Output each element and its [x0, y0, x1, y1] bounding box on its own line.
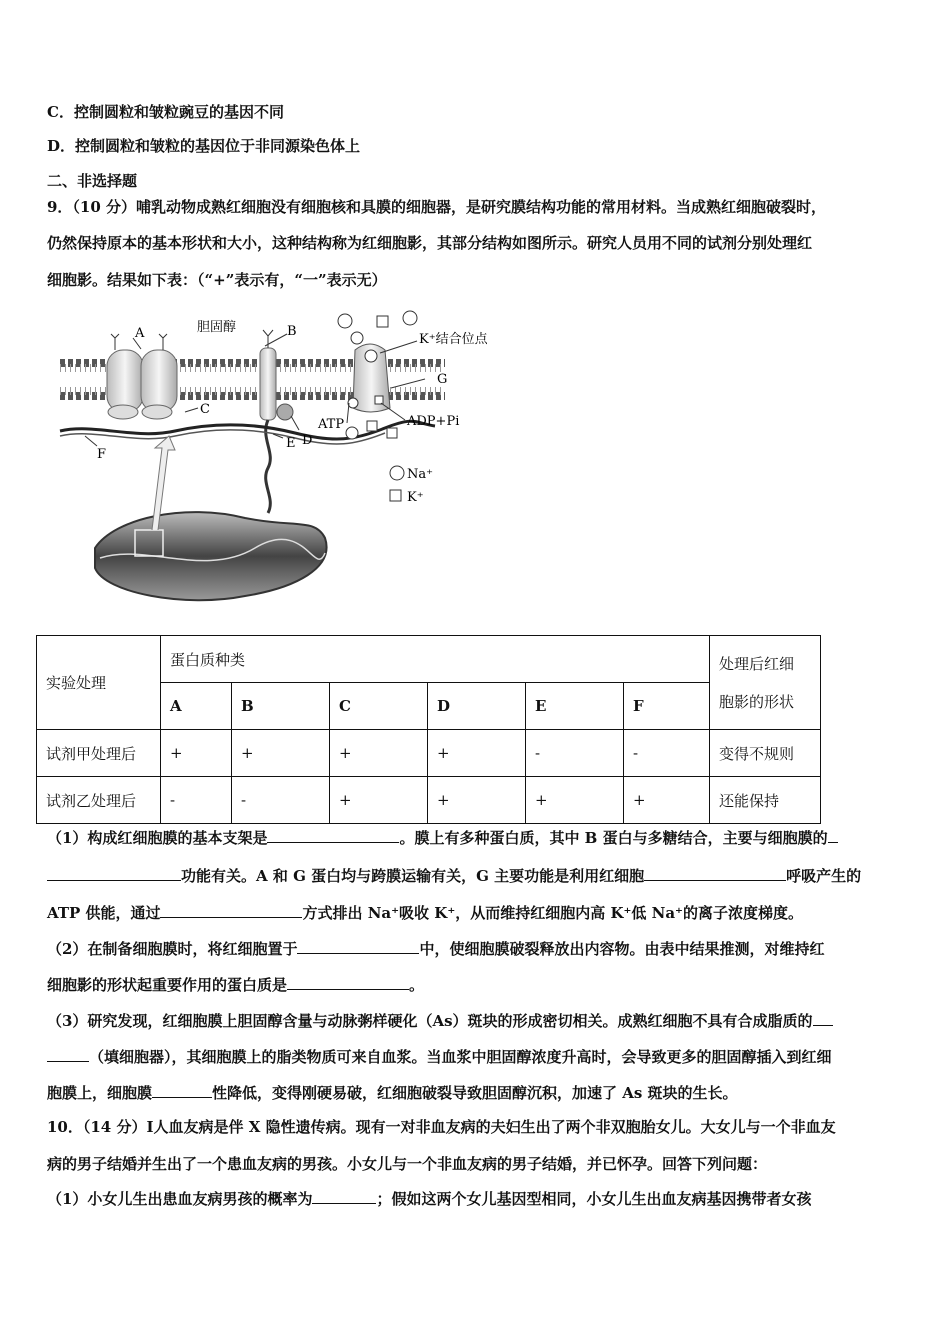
legend-k: K⁺	[407, 490, 424, 505]
q10-line2: 病的男子结婚并生出了一个患血友病的男孩。小女儿与一个非血友病的男子结婚，并已怀孕。回答下列问题：	[47, 1155, 768, 1173]
label-adp: ADP+Pi	[407, 414, 460, 429]
label-cholesterol: 胆固醇	[197, 320, 237, 335]
q9-p1-line3: ATP 供能，通过 方式排出 Na⁺吸收 K⁺，从而维持红细胞内高 K⁺低 Na⁺的离子浓度梯度。	[47, 904, 803, 922]
label-g: G	[437, 372, 448, 387]
protein-col-c: C	[330, 683, 428, 730]
label-d: D	[302, 433, 313, 448]
protein-g	[348, 344, 390, 412]
q9-p2-line1: （2）在制备细胞膜时，将红细胞置于 中，使细胞膜破裂释放出内容物。由表中结果推测，对维持红	[47, 940, 825, 958]
label-b: B	[287, 324, 297, 339]
protein-col-b: B	[232, 683, 330, 730]
header-treatment: 实验处理	[37, 636, 161, 730]
q9-p3-line3: 胞膜上，细胞膜 性降低，变得刚硬易破，红细胞破裂导致胆固醇沉积，加速了 As 斑块的生长。	[47, 1084, 738, 1102]
protein-col-a: A	[161, 683, 232, 730]
section-title: 二、非选择题	[47, 172, 138, 190]
table-row: 试剂甲处理后 + + + + - - 变得不规则	[37, 730, 821, 777]
legend-na: Na⁺	[407, 467, 433, 482]
protein-col-d: D	[428, 683, 526, 730]
q9-line2: 仍然保持原本的基本形状和大小，这种结构称为红细胞影，其部分结构如图所示。研究人员用不同的试剂分别处理红	[47, 234, 813, 252]
label-f: F	[97, 447, 107, 462]
label-a: A	[135, 326, 145, 341]
option-d: D．控制圆粒和皱粒的基因位于非同源染色体上	[47, 137, 361, 155]
label-k-site: K⁺结合位点	[419, 332, 488, 347]
q9-p2-line2: 细胞影的形状起重要作用的蛋白质是 。	[47, 976, 425, 994]
q9-line1: 9．（10 分）哺乳动物成熟红细胞没有细胞核和具膜的细胞器，是研究膜结构功能的常用材料。当成熟红细胞破裂时，	[47, 198, 827, 216]
table-row: 试剂乙处理后 - - + + + + 还能保持	[37, 777, 821, 824]
q10-line1: 10．（14 分）Ⅰ人血友病是伴 X 隐性遗传病。现有一对非血友病的夫妇生出了两个非双胞胎女儿。大女儿与一个非血友	[47, 1118, 836, 1136]
q9-p1-line2: 功能有关。A 和 G 蛋白均与跨膜运输有关，G 主要功能是利用红细胞 呼吸产生的	[47, 866, 861, 886]
option-c: C．控制圆粒和皱粒豌豆的基因不同	[47, 103, 284, 121]
membrane-figure	[55, 308, 515, 620]
header-shape: 处理后红细 胞影的形状	[710, 636, 821, 730]
q9-line3: 细胞影。结果如下表：（“+”表示有，“一”表示无）	[47, 271, 387, 289]
label-e: E	[286, 436, 296, 451]
label-c: C	[200, 402, 210, 417]
protein-col-e: E	[526, 683, 624, 730]
results-table	[36, 635, 821, 824]
label-atp: ATP	[318, 417, 345, 432]
protein-a	[107, 334, 177, 419]
q9-p3-line2: （填细胞器），其细胞膜上的脂类物质可来自血浆。当血浆中胆固醇浓度升高时，会导致更多的胆固醇插入到红细	[47, 1047, 832, 1067]
protein-b	[260, 330, 293, 513]
q10-p1-line1: （1）小女儿生出患血友病男孩的概率为 ；假如这两个女儿基因型相同，小女儿生出血友病基因携带者女孩	[47, 1190, 812, 1208]
q9-p1-line1: （1）构成红细胞膜的基本支架是 。膜上有多种蛋白质，其中 B 蛋白与多糖结合，主要与细胞膜的	[47, 828, 838, 848]
red-cell-illustration	[95, 436, 327, 600]
q9-p3-line1: （3）研究发现，红细胞膜上胆固醇含量与动脉粥样硬化（As）斑块的形成密切相关。成熟红细胞不具有合成脂质的	[47, 1011, 833, 1031]
header-protein: 蛋白质种类	[161, 636, 710, 683]
protein-col-f: F	[624, 683, 710, 730]
